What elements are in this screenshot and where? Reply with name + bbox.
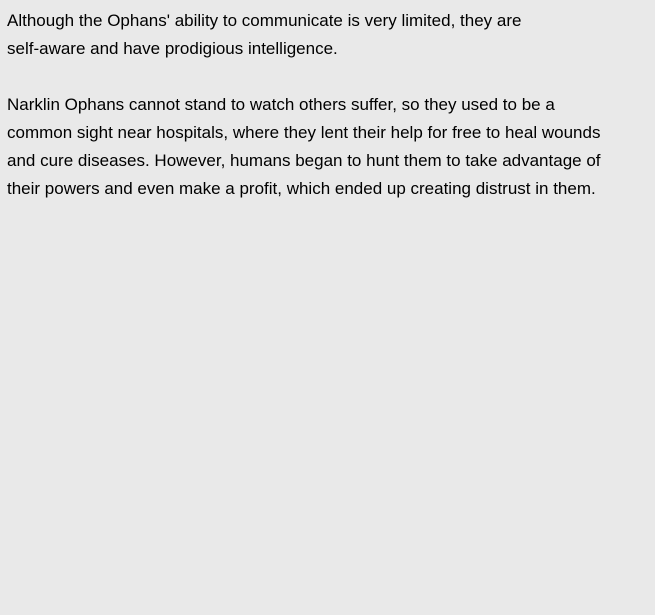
document-body: [7, 7, 652, 203]
paragraph-history: Narklin Ophans cannot stand to watch others suffer, so they used to be a common sight near hospitals, where they lent their help for free to heal wounds and cure diseases. However, humans began to hunt them to take advantage of their powers and even make a profit, which ended up creating distrust in them.: [7, 95, 601, 198]
paragraph-communication: Although the Ophans' ability to communicate is very limited, they are self-aware and have prodigious intelligence.: [7, 11, 522, 58]
